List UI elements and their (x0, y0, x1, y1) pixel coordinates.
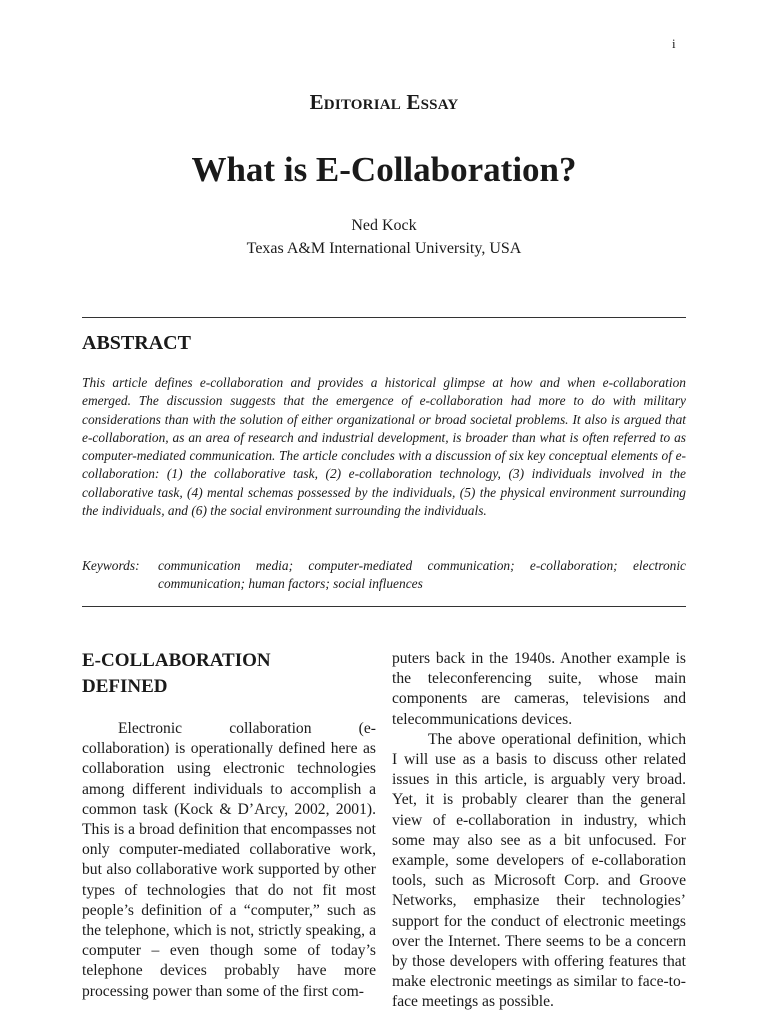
bottom-divider (82, 606, 686, 607)
right-column (392, 649, 686, 1013)
author-name: Ned Kock (351, 217, 417, 234)
section-heading: E-COLLABORATION DEFINED (82, 650, 271, 697)
body-paragraph: puters back in the 1940s. Another example is the teleconferencing suite, whose main components are cameras, televisions and telecommunications devices. (392, 650, 686, 728)
left-column (82, 719, 376, 1002)
keywords-text: communication media; computer-mediated communication; e-collaboration; electronic communication; human factors; social influences (158, 558, 686, 592)
keywords-block (82, 557, 686, 594)
body-paragraph: The above operational definition, which I will use as a basis to discuss other related issues in this article, is arguably very broad. Yet, it is probably clearer than the general view of e-collaboration in industry, which some may also see as a bit unfocused. For example, some developers of e-collaboration tools, such as Microsoft Corp. and Groove Networks, emphasize their technologies’ support for the conduct of electronic meetings over the Internet. There seems to be a concern by those developers with offering features that make electronic meetings as similar to face-to-face meetings as possible. (392, 730, 686, 1011)
body-paragraph: Electronic collaboration (e-collaboration) is operationally defined here as collaboration using electronic technologies among different individuals to accomplish a common task (Kock & D’Arcy, 2002, 2001). This is a broad definition that encompasses not only computer-mediated collaborative work, but also collaborative work supported by other types of technologies that do not fit most people’s definition of a “computer,” such as the telephone, which is not, strictly speaking, a computer – even though some of today’s telephone devices probably have more processing power than some of the first com- (82, 720, 376, 1000)
page-number: i (672, 36, 676, 51)
article-title: What is E-Collaboration? (191, 150, 577, 189)
keywords-label: Keywords: (82, 558, 140, 573)
essay-kicker: Editorial Essay (309, 90, 459, 114)
author-affiliation: Texas A&M International University, USA (246, 240, 522, 257)
abstract-text: This article defines e-collaboration and provides a historical glimpse at how and when e-collaboration emerged. The discussion suggests that the emergence of e-collaboration had more to do with military considerations than with the solution of either organizational or broad societal problems. It also is argued that e-collaboration, as an area of research and industrial development, is broader than what is often referred to as computer-mediated communication. The article concludes with a discussion of six key conceptual elements of e-collaboration: (1) the collaborative task, (2) e-collaboration technology, (3) individuals involved in the collaborative task, (4) mental schemas possessed by the individuals, (5) the physical environment surrounding the individuals, and (6) the social environment surrounding the individuals. (82, 375, 686, 519)
top-divider (82, 317, 686, 318)
abstract-heading: ABSTRACT (82, 332, 191, 354)
